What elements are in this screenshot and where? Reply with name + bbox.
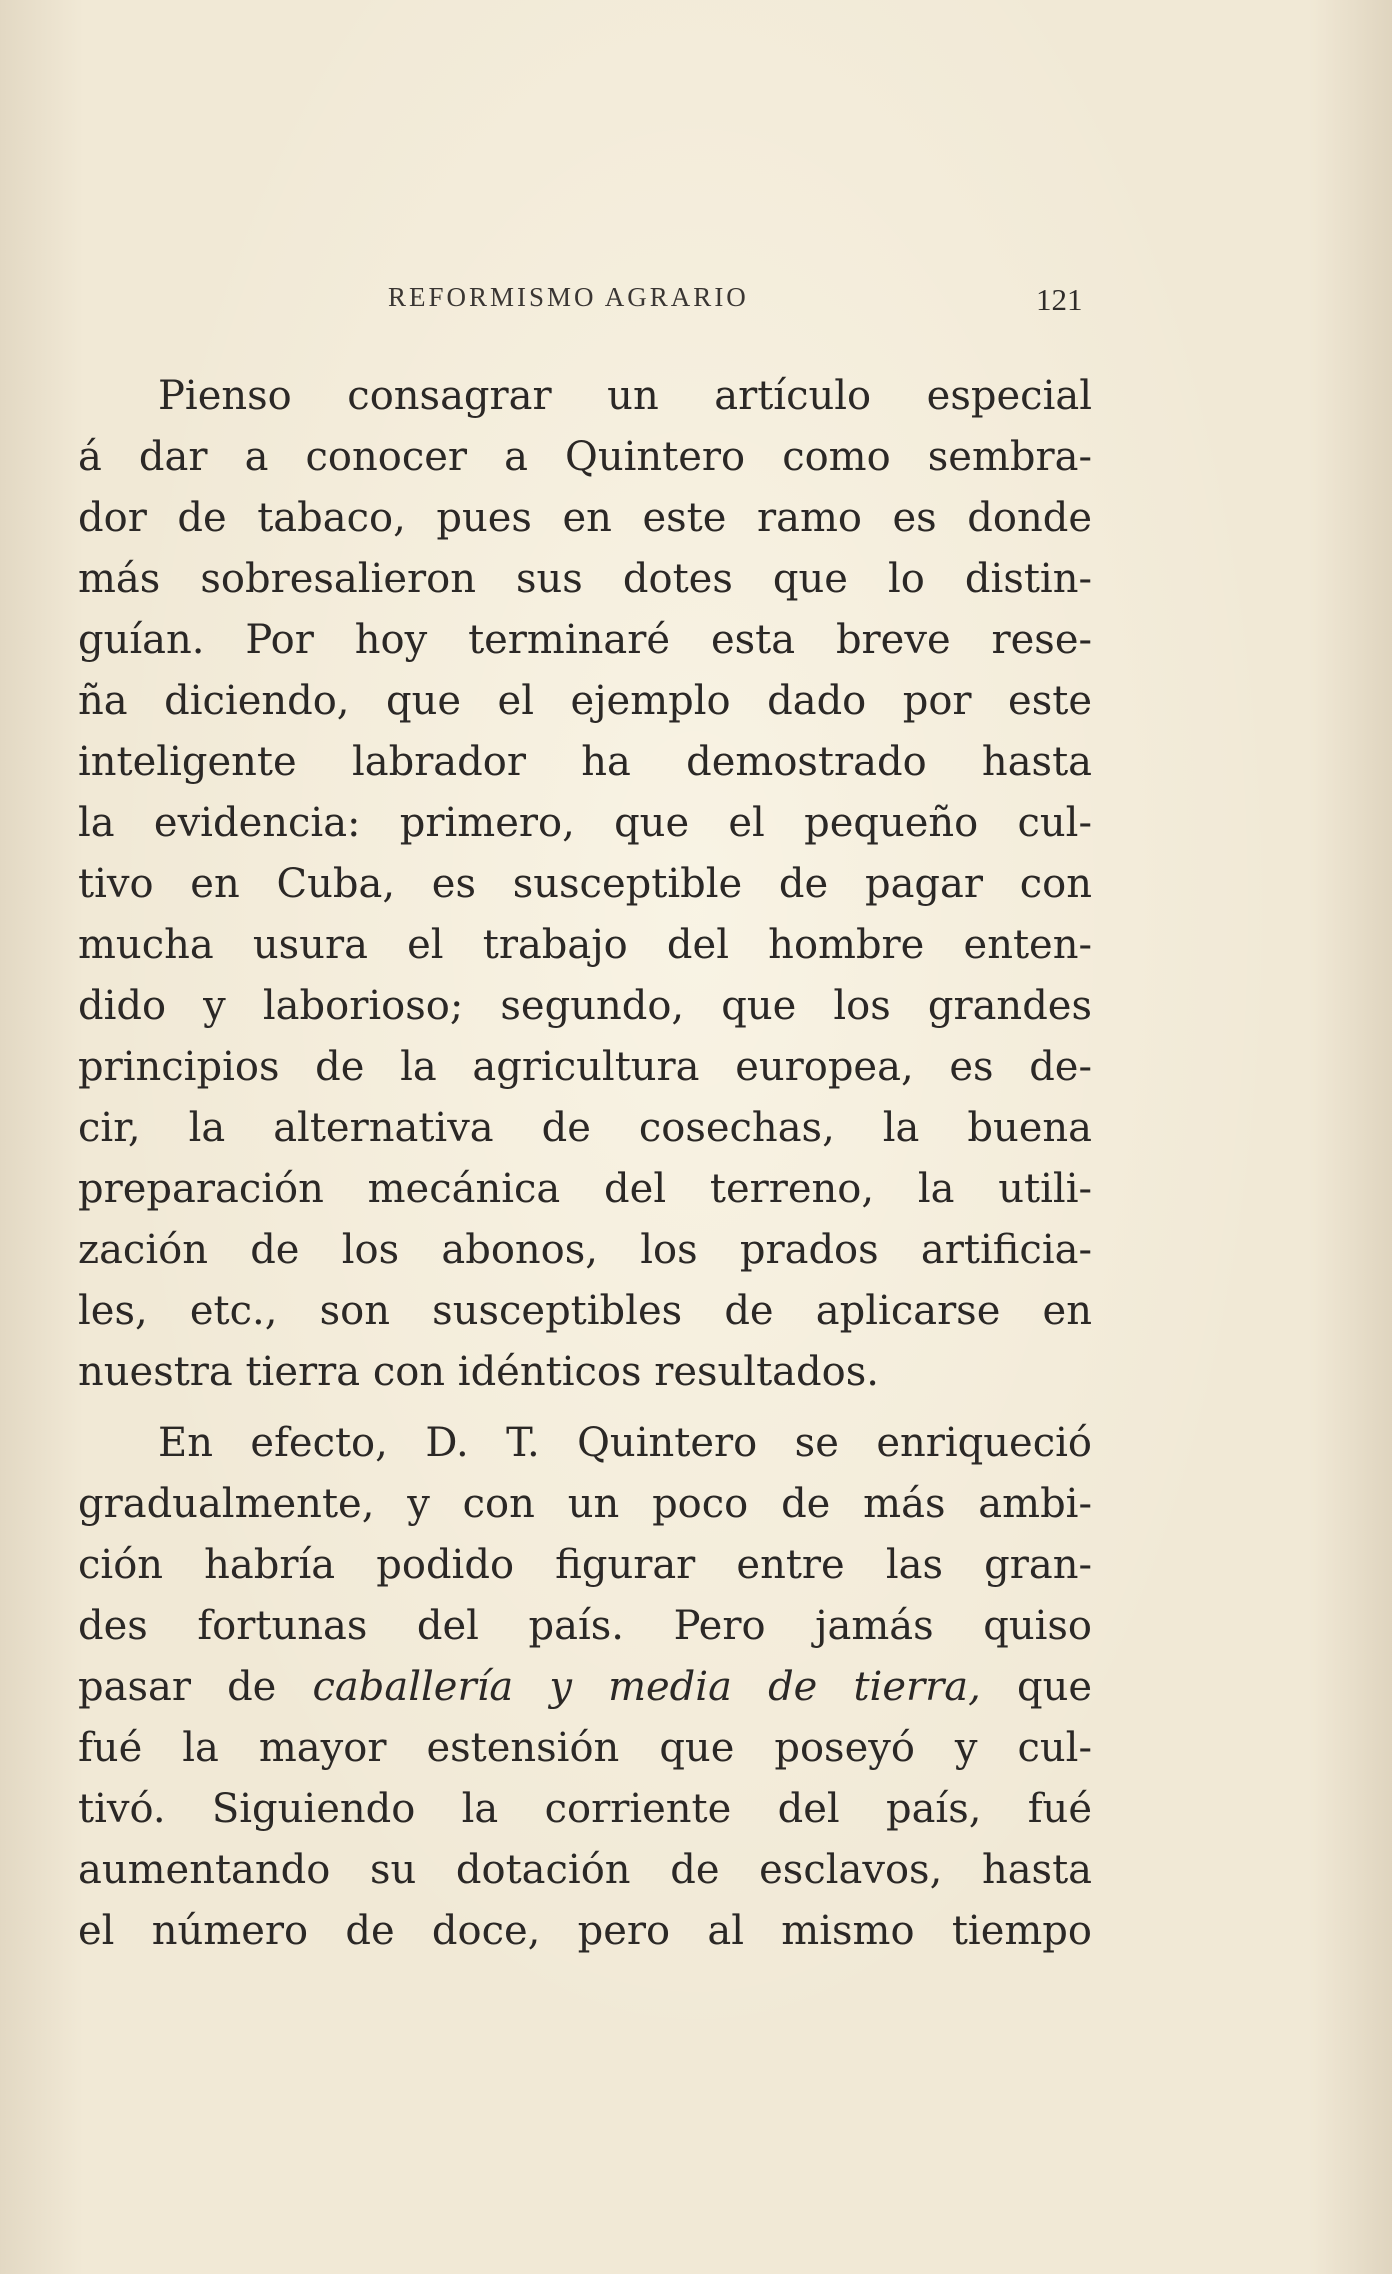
text-line: mucha usura el trabajo del hombre enten- — [78, 922, 1092, 968]
text-line: tivó. Siguiendo la corriente del país, fué — [78, 1786, 1092, 1832]
text-line: guían. Por hoy terminaré esta breve rese- — [78, 617, 1092, 663]
text-line: tivo en Cuba, es susceptible de pagar con — [78, 861, 1092, 907]
text-line: Pienso consagrar un artículo especial — [158, 373, 1092, 419]
text-line: ción habría podido figurar entre las gran- — [78, 1542, 1092, 1588]
text-line: fué la mayor estensión que poseyó y cul- — [78, 1725, 1092, 1771]
text-line: aumentando su dotación de esclavos, hasta — [78, 1847, 1092, 1893]
text-line: cir, la alternativa de cosechas, la buena — [78, 1105, 1092, 1151]
text-line: dor de tabaco, pues en este ramo es donde — [78, 495, 1092, 541]
text-line: inteligente labrador ha demostrado hasta — [78, 739, 1092, 785]
page-number: 121 — [1036, 282, 1083, 317]
paragraph-1 — [78, 366, 1092, 1403]
text-line: á dar a conocer a Quintero como sembra- — [78, 434, 1092, 480]
text-line-with-italic — [78, 1657, 1092, 1718]
text-line: principios de la agricultura europea, es de- — [78, 1044, 1092, 1090]
text-line: dido y laborioso; segundo, que los grandes — [78, 983, 1092, 1029]
italic-phrase: caballería y media de tierra, — [312, 1664, 981, 1710]
text-line: En efecto, D. T. Quintero se enriqueció — [158, 1420, 1092, 1466]
text-line: el número de doce, pero al mismo tiempo — [78, 1908, 1092, 1954]
text-line: preparación mecánica del terreno, la utili- — [78, 1166, 1092, 1212]
running-head: REFORMISMO AGRARIO — [388, 282, 749, 312]
paragraph-2 — [78, 1413, 1092, 1962]
text-run: pasar de — [78, 1664, 313, 1710]
text-line: más sobresalieron sus dotes que lo distin- — [78, 556, 1092, 602]
text-line: zación de los abonos, los prados artificia- — [78, 1227, 1092, 1273]
text-run: que — [980, 1664, 1092, 1710]
text-line: des fortunas del país. Pero jamás quiso — [78, 1603, 1092, 1649]
text-line: la evidencia: primero, que el pequeño cul- — [78, 800, 1092, 846]
text-line: nuestra tierra con idénticos resultados. — [78, 1349, 879, 1395]
text-line: ña diciendo, que el ejemplo dado por este — [78, 678, 1092, 724]
body-text — [78, 366, 1092, 1962]
text-line: les, etc., son susceptibles de aplicarse en — [78, 1288, 1092, 1334]
text-line: gradualmente, y con un poco de más ambi- — [78, 1481, 1092, 1527]
